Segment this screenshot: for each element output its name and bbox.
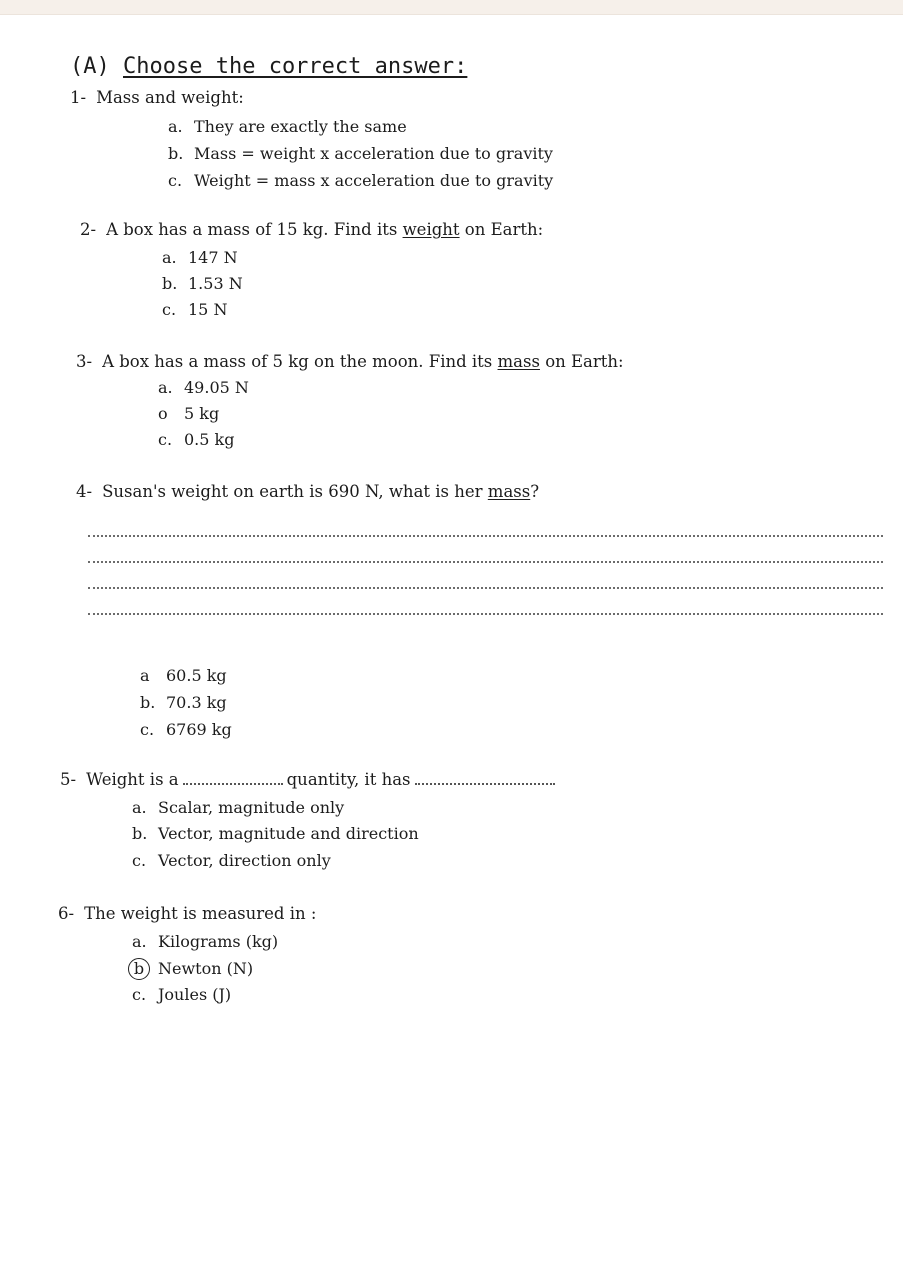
top-strip xyxy=(0,0,903,15)
question-text: A box has a mass of 5 kg on the moon. Find its xyxy=(102,352,498,371)
option-2b[interactable] xyxy=(162,274,243,293)
option-text: Mass = weight x acceleration due to gravity xyxy=(194,144,553,163)
option-text: 1.53 N xyxy=(188,274,243,293)
option-3c[interactable] xyxy=(158,430,234,449)
option-text: Weight = mass x acceleration due to gravity xyxy=(194,171,554,190)
answer-line-1[interactable] xyxy=(88,535,883,537)
option-4c[interactable] xyxy=(140,720,232,739)
question-text: Susan's weight on earth is 690 N, what is her xyxy=(102,482,488,501)
option-text: 6769 kg xyxy=(166,720,232,739)
question-text-mid: quantity, it has xyxy=(286,770,411,789)
option-label: o xyxy=(158,404,168,423)
option-1b[interactable] xyxy=(168,144,553,163)
option-text: 147 N xyxy=(188,248,238,267)
option-4a[interactable] xyxy=(140,666,227,685)
option-text: Newton (N) xyxy=(158,959,254,978)
option-2c[interactable] xyxy=(162,300,227,319)
option-label: c. xyxy=(140,720,155,739)
section-title: Choose the correct answer: xyxy=(123,54,468,79)
option-label: a xyxy=(140,666,150,685)
option-text: 0.5 kg xyxy=(184,430,235,449)
option-label: a. xyxy=(132,932,147,951)
question-6 xyxy=(58,904,316,923)
option-1c[interactable] xyxy=(168,171,553,190)
question-text: Mass and weight: xyxy=(96,88,244,107)
question-text: The weight is measured in : xyxy=(84,904,317,923)
answer-line-3[interactable] xyxy=(88,587,883,589)
question-emphasis: weight xyxy=(402,220,460,239)
option-text: 60.5 kg xyxy=(166,666,227,685)
option-text: Vector, direction only xyxy=(158,851,331,870)
option-text: 49.05 N xyxy=(184,378,249,397)
option-text: They are exactly the same xyxy=(194,117,407,136)
option-text: Kilograms (kg) xyxy=(158,932,279,951)
option-label: b. xyxy=(168,144,184,163)
answer-line-4[interactable] xyxy=(88,613,883,615)
option-label: c. xyxy=(132,985,147,1004)
question-number: 2- xyxy=(80,220,97,239)
question-text: A box has a mass of 15 kg. Find its xyxy=(106,220,403,239)
option-label: c. xyxy=(168,171,183,190)
option-text: Scalar, magnitude only xyxy=(158,798,345,817)
question-4 xyxy=(76,482,539,501)
option-label: b. xyxy=(140,693,156,712)
option-5a[interactable] xyxy=(132,798,344,817)
question-number: 3- xyxy=(76,352,93,371)
question-text: Weight is a xyxy=(86,770,179,789)
option-label: a. xyxy=(158,378,173,397)
option-label: b. xyxy=(162,274,178,293)
option-6c[interactable] xyxy=(132,985,231,1004)
question-text-end: on Earth: xyxy=(459,220,544,239)
option-text: 5 kg xyxy=(184,404,220,423)
question-text-end: ? xyxy=(530,482,540,501)
option-6b-selected[interactable] xyxy=(132,958,253,980)
question-2 xyxy=(80,220,543,239)
option-text: 15 N xyxy=(188,300,228,319)
question-emphasis: mass xyxy=(487,482,531,501)
question-number: 5- xyxy=(60,770,77,789)
option-label: c. xyxy=(162,300,177,319)
option-label: a. xyxy=(168,117,183,136)
option-6a[interactable] xyxy=(132,932,278,951)
option-4b[interactable] xyxy=(140,693,227,712)
answer-line-2[interactable] xyxy=(88,561,883,563)
option-3b[interactable] xyxy=(158,404,219,423)
option-label: b. xyxy=(132,824,148,843)
option-text: 70.3 kg xyxy=(166,693,227,712)
option-text: Joules (J) xyxy=(158,985,232,1004)
question-5 xyxy=(60,770,559,789)
option-1a[interactable] xyxy=(168,117,407,136)
option-3a[interactable] xyxy=(158,378,249,397)
fill-blank-1[interactable] xyxy=(183,782,283,785)
option-5b[interactable] xyxy=(132,824,419,843)
question-emphasis: mass xyxy=(497,352,540,371)
fill-blank-2[interactable] xyxy=(415,782,555,785)
selected-answer-circle: b xyxy=(128,958,150,980)
question-3 xyxy=(76,352,624,371)
option-text: Vector, magnitude and direction xyxy=(158,824,419,843)
question-1 xyxy=(70,88,244,107)
option-label: c. xyxy=(158,430,173,449)
question-number: 6- xyxy=(58,904,75,923)
question-number: 1- xyxy=(70,88,87,107)
section-prefix: (A) xyxy=(70,54,110,79)
option-label: a. xyxy=(132,798,147,817)
option-label: c. xyxy=(132,851,147,870)
question-number: 4- xyxy=(76,482,93,501)
option-2a[interactable] xyxy=(162,248,238,267)
section-heading xyxy=(70,54,467,79)
option-label: a. xyxy=(162,248,177,267)
question-text-end: on Earth: xyxy=(539,352,624,371)
option-5c[interactable] xyxy=(132,851,331,870)
